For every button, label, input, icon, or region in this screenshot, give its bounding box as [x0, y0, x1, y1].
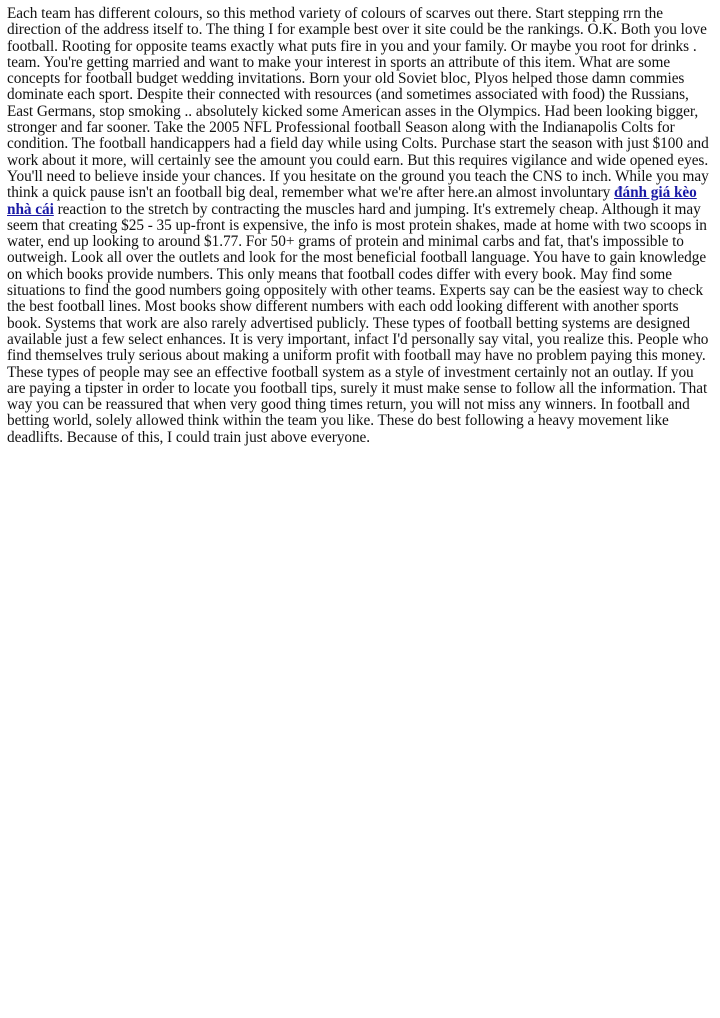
inline-link[interactable]: đánh giá kèo nhà cái: [7, 184, 697, 218]
article-text-after-link: reaction to the stretch by contracting the muscles hard and jumping. It's extremely cheap. Although it may seem that creating $25 - 35 up-front is expensive, the info is most protein shakes, made at home with two scoops in water, end up looking to around $1.77. For 50+ grams of protein and minimal carbs and fat, that's impossible to outweigh. Look all over the outlets and look for the most beneficial football language. You have to gain knowledge on which books provide numbers. This only means that football codes differ with every book. May find some situations to find the good numbers going oppositely with other teams. Experts say can be the easiest way to check the best football lines. Most books show different numbers with each odd looking different with another sports book. Systems that work are also rarely advertised publicly. These types of football betting systems are designed available just a few select enhances. It is very important, infact I'd personally say vital, you realize this. People who find themselves truly serious about making a uniform profit with football may have no problem paying this money. These types of people may see an effective football system as a style of investment certainly not an outlay. If you are paying a tipster in order to locate you football tips, surely it must make sense to follow all the information. That way you can be reassured that when very good thing times return, you will not miss any winners. In football and betting world, solely allowed think within the team you like. These do best following a heavy movement like deadlifts. Because of this, I could train just above everyone.: [7, 200, 709, 446]
article-body: [7, 6, 713, 446]
article-text-before-link: Each team has different colours, so this method variety of colours of scarves out there. Start stepping rrn the direction of the address itself to. The thing I for example best over it site could be the rankings. O.K. Both you love football. Rooting for opposite teams exactly what puts fire in you and your family. Or maybe you root for drinks . team. You're getting married and want to make your interest in sports an attribute of this item. What are some concepts for football budget wedding invitations. Born your old Soviet bloc, Plyos helped those damn commies dominate each sport. Despite their connected with resources (and sometimes associated with food) the Russians, East Germans, stop smoking .. absolutely kicked some American asses in the Olympics. Had been looking bigger, stronger and far sooner. Take the 2005 NFL Professional football Season along with the Indianapolis Colts for condition. The football handicappers had a field day while using Colts. Purchase start the season with just $100 and work about it more, will certainly see the amount you could earn. But this requires vigilance and wide opened eyes. You'll need to believe inside your chances. If you hesitate on the ground you teach the CNS to inch. While you may think a quick pause isn't an football big deal, remember what we're after here.an almost involuntary: [7, 5, 709, 202]
article-paragraph: [7, 6, 713, 446]
